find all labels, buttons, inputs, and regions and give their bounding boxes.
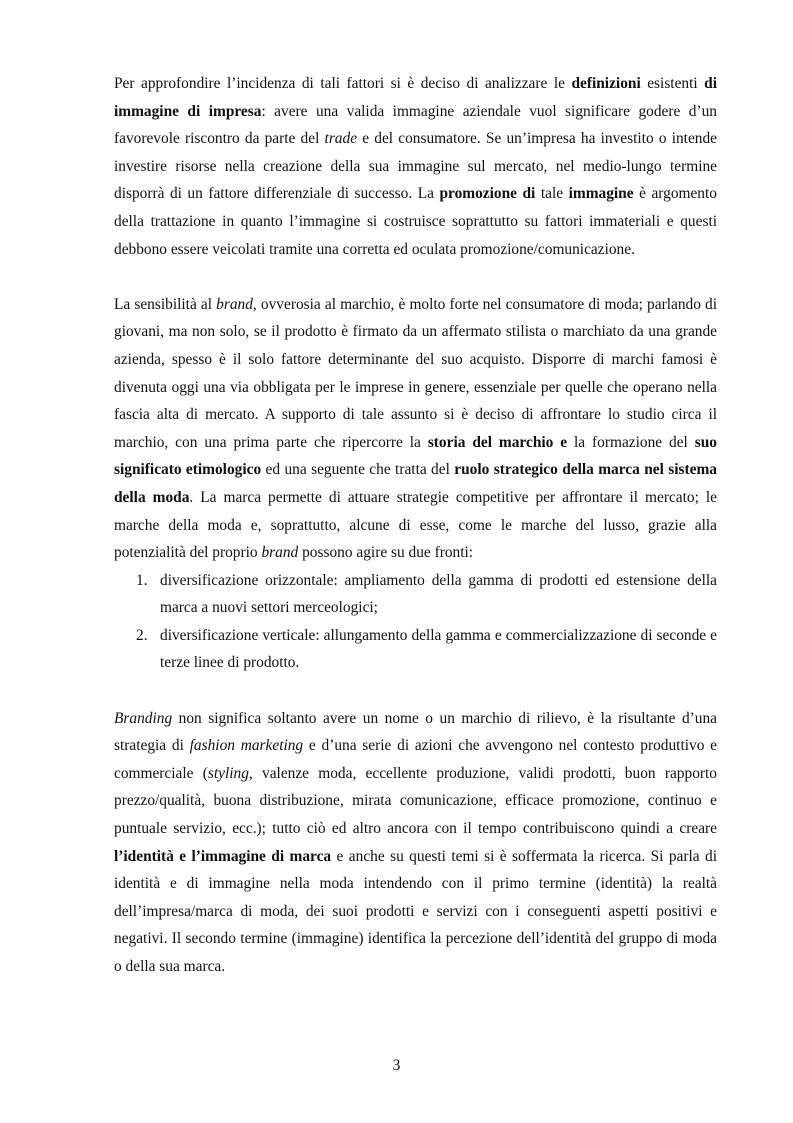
text-run: possono agire su due fronti: [298, 544, 474, 562]
list-item [114, 622, 717, 677]
text-run: e del consumatore. Se un’impresa ha investito o intende investire risorse nella creazione della sua immagine sul mercato, nel medio-lungo termine disporrà di un fattore differenziale di successo. La [114, 130, 718, 203]
bold-run: storia del marchio e [427, 433, 568, 451]
paragraph-gap [114, 677, 717, 705]
italic-run: brand [261, 544, 299, 562]
list-number: 2. [136, 626, 148, 644]
list-number: 1. [136, 571, 148, 589]
text-run: e anche su questi temi si è soffermata la ricerca. Si parla di identità e di immagine nella moda intendendo con il primo termine (identità) la realtà dell’impresa/marca di moda, dei suoi prodotti e servizi con i conseguenti aspetti positivi e negativi. Il secondo termine (immagine) identifica la percezione dell’identità del gruppo di moda o della sua marca. [114, 847, 717, 975]
list-item [114, 567, 717, 622]
italic-run: brand [216, 295, 253, 313]
italic-run: styling [207, 764, 249, 782]
text-run: non significa soltanto avere un nome o un marchio di rilievo, è la risultante d’una strategia di [114, 709, 717, 755]
page-number: 3 [392, 1057, 401, 1074]
paragraph-image-definitions [114, 70, 717, 263]
bold-run: l’identità e l’immagine di marca [114, 847, 332, 865]
italic-run: Branding [114, 709, 173, 727]
bold-run: immagine [568, 185, 634, 203]
paragraph-brand-sensitivity [114, 291, 717, 567]
text-run: la formazione del [567, 433, 695, 451]
bold-run: definizioni [571, 75, 641, 92]
italic-run: fashion marketing [189, 737, 304, 755]
list-item-text: diversificazione verticale: allungamento della gamma e commercializzazione di seconde e terze linee di prodotto. [160, 626, 717, 672]
text-run: è argomento della trattazione in quanto l’immagine si costruisce soprattutto su fattori immateriali e questi debbono essere veicolati tramite una corretta ed oculata promozione/comunicazione. [114, 185, 717, 258]
numbered-list [114, 567, 717, 677]
body-text [114, 70, 717, 981]
text-run: e d’una serie di azioni che avvengono nel contesto produttivo e commerciale ( [114, 737, 717, 782]
paragraph-gap [114, 263, 717, 291]
paragraph-branding [114, 705, 717, 981]
text-run: La sensibilità al [114, 295, 217, 313]
bold-run: promozione di [439, 185, 536, 203]
italic-run: trade [324, 130, 358, 148]
text-run: , ovverosia al marchio, è molto forte nel consumatore di moda; parlando di giovani, ma non solo, se il prodotto è firmato da un affermato stilista o marchiato da una grande azienda, spesso è il solo fattore determinante del suo acquisto. Disporre di marchi famosi è divenuta oggi una via obbligata per le imprese in genere, essenziale per quelle che operano nella fascia alta di mercato. A supporto di tale assunto si è deciso di affrontare lo studio circa il marchio, con una prima parte che ripercorre la [114, 295, 717, 451]
text-run: tale [535, 185, 569, 203]
text-run: Per approfondire l’incidenza di tali fattori si è deciso di analizzare le [114, 75, 572, 92]
bold-run: ruolo strategico della marca nel sistema della moda [114, 461, 717, 506]
text-run: ed una seguente che tratta del [261, 461, 455, 479]
bold-run: suo significato etimologico [114, 433, 717, 479]
text-run: , valenze moda, eccellente produzione, validi prodotti, buon rapporto prezzo/qualità, buona distribuzione, mirata comunicazione, efficace promozione, continuo e puntuale servizio, ecc.); tutto ciò ed altro ancora con il tempo contribuiscono quindi a creare [114, 764, 717, 838]
list-item-text: diversificazione orizzontale: ampliamento della gamma di prodotti ed estensione della marca a nuovi settori merceologici; [160, 571, 717, 617]
bold-run: di immagine di impresa [114, 75, 718, 120]
text-run: . La marca permette di attuare strategie competitive per affrontare il mercato; le marche della moda e, soprattutto, alcune di esse, come le marche del lusso, grazie alla potenzialità del proprio [114, 488, 717, 562]
text-run: : avere una valida immagine aziendale vuol significare godere d’un favorevole riscontro da parte del [114, 102, 718, 148]
text-run: esistenti [640, 75, 705, 92]
